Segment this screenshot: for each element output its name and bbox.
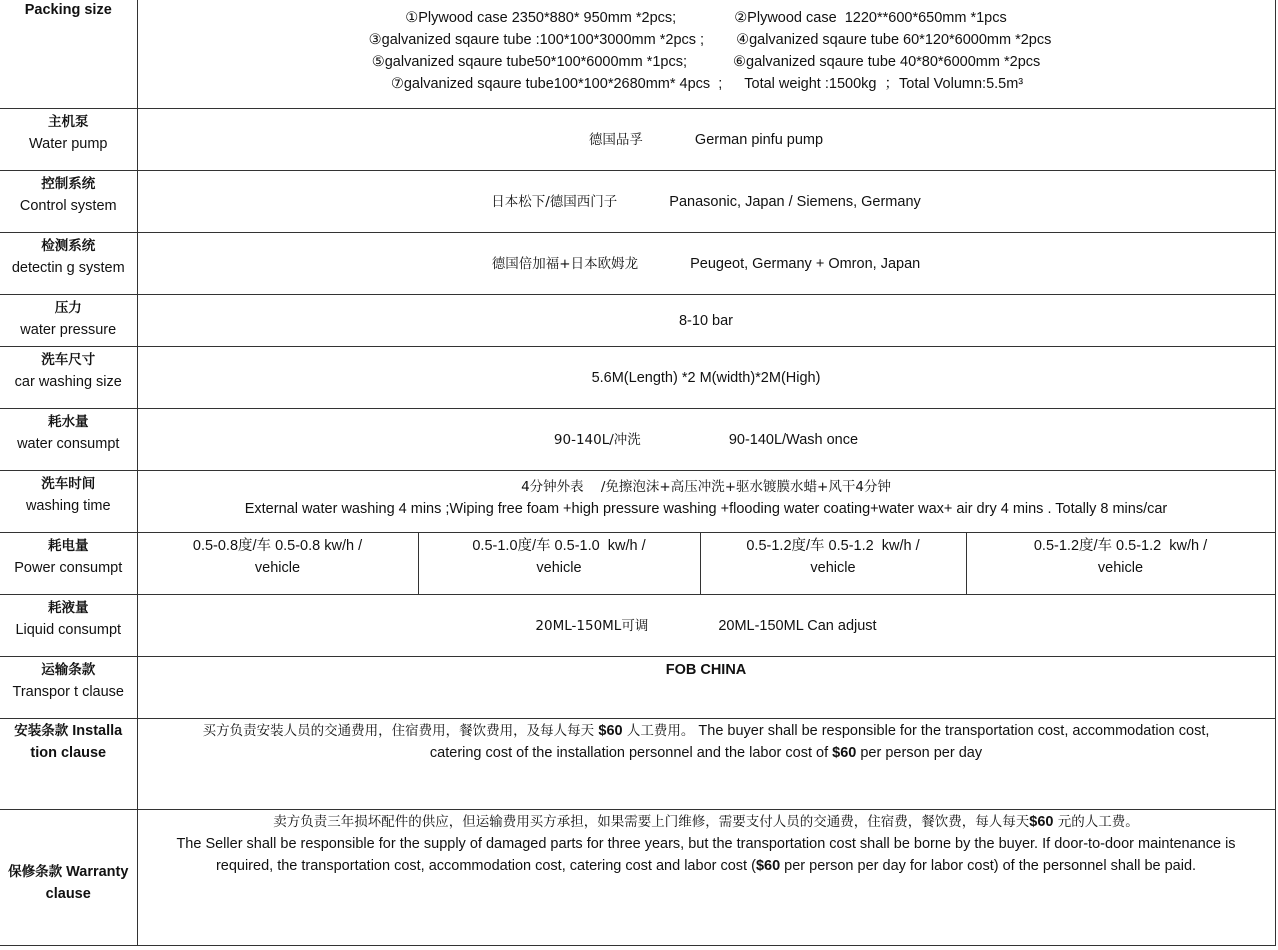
- row-warranty: [0, 810, 1275, 946]
- label-transport: 运输条款 Transpor t clause: [0, 657, 137, 719]
- row-time: [0, 471, 1275, 533]
- row-install: [0, 719, 1275, 810]
- packing-line-3: ⑤galvanized sqaure tube50*100*6000mm *1pcs; ⑥galvanized sqaure tube 40*80*6000mm *2pcs: [371, 54, 1041, 70]
- value-pressure: 8-10 bar: [137, 295, 1275, 347]
- time-zh: 4分钟外表 /免擦泡沫+高压冲洗+驱水镀膜水蜡+风干4分钟: [521, 479, 891, 495]
- power-cell-4: 0.5-1.2度/车 0.5-1.2 kw/h / vehicle: [966, 533, 1275, 595]
- label-detect: 检测系统 detectin g system: [0, 233, 137, 295]
- label-control: 控制系统 Control system: [0, 171, 137, 233]
- value-warranty: 卖方负责三年损坏配件的供应，但运输费用买方承担，如果需要上门维修，需要支付人员的交通费，住宿费，餐饮费，每人每天$60 元的人工费。 The Seller shall be responsible for the supply of damaged parts for three years, but the transportation cost shall be borne by the buyer. If door-to-door maintenance is required, the transportation cost, accommodation cost, catering cost and labor cost ($60 per person per day for labor cost) of the personnel shall be paid.: [137, 810, 1275, 946]
- value-install: 买方负责安装人员的交通费用，住宿费用，餐饮费用，及每人每天 $60 人工费用。 The buyer shall be responsible for the transportation cost, accommodation cost, catering cost of the installation personnel and the labor cost of $60 per person per day: [137, 719, 1275, 810]
- value-control: 日本松下/德国西门子 Panasonic, Japan / Siemens, Germany: [137, 171, 1275, 233]
- value-size: 5.6M(Length) *2 M(width)*2M(High): [137, 347, 1275, 409]
- row-detect: [0, 233, 1275, 295]
- label-packing: [0, 0, 137, 109]
- label-pressure: 压力 water pressure: [0, 295, 137, 347]
- label-size: 洗车尺寸 car washing size: [0, 347, 137, 409]
- power-cell-2: 0.5-1.0度/车 0.5-1.0 kw/h / vehicle: [418, 533, 700, 595]
- value-time: [137, 471, 1275, 533]
- label-warranty: 保修条款 Warranty clause: [0, 810, 137, 946]
- row-size: [0, 347, 1275, 409]
- time-en: External water washing 4 mins ;Wiping free foam +high pressure washing +flooding water coating+water wax+ air dry 4 mins . Totally 8 mins/car: [244, 501, 1168, 517]
- label-liquid: 耗液量 Liquid consumpt: [0, 595, 137, 657]
- row-transport: [0, 657, 1275, 719]
- row-pressure: [0, 295, 1275, 347]
- packing-line-2: ③galvanized sqaure tube :100*100*3000mm *2pcs ; ④galvanized sqaure tube 60*120*6000mm *2pcs: [368, 32, 1052, 48]
- label-time: 洗车时间 washing time: [0, 471, 137, 533]
- label-packing-en: Packing size: [24, 2, 112, 18]
- label-install: 安装条款 Installa tion clause: [0, 719, 137, 810]
- value-liquid: 20ML-150ML可调 20ML-150ML Can adjust: [137, 595, 1275, 657]
- label-water: 耗水量 water consumpt: [0, 409, 137, 471]
- row-pump: [0, 109, 1275, 171]
- row-packing: [0, 0, 1275, 109]
- row-power: [0, 533, 1275, 595]
- power-cell-3: 0.5-1.2度/车 0.5-1.2 kw/h / vehicle: [700, 533, 966, 595]
- packing-line-1: ①Plywood case 2350*880* 950mm *2pcs; ②Plywood case 1220**600*650mm *1pcs: [405, 10, 1007, 26]
- row-control: [0, 171, 1275, 233]
- row-water: [0, 409, 1275, 471]
- value-packing: [137, 0, 1275, 109]
- value-pump: 德国品孚 German pinfu pump: [137, 109, 1275, 171]
- power-cell-1: 0.5-0.8度/车 0.5-0.8 kw/h / vehicle: [137, 533, 418, 595]
- packing-line-4: ⑦galvanized sqaure tube100*100*2680mm* 4pcs ; Total weight :1500kg ；Total Volumn:5.5m³: [390, 76, 1024, 92]
- row-liquid: [0, 595, 1275, 657]
- value-transport: FOB CHINA: [137, 657, 1275, 719]
- label-power: 耗电量 Power consumpt: [0, 533, 137, 595]
- label-pump: 主机泵 Water pump: [0, 109, 137, 171]
- value-detect: 德国倍加福+日本欧姆龙 Peugeot, Germany + Omron, Japan: [137, 233, 1275, 295]
- value-water: 90-140L/冲洗 90-140L/Wash once: [137, 409, 1275, 471]
